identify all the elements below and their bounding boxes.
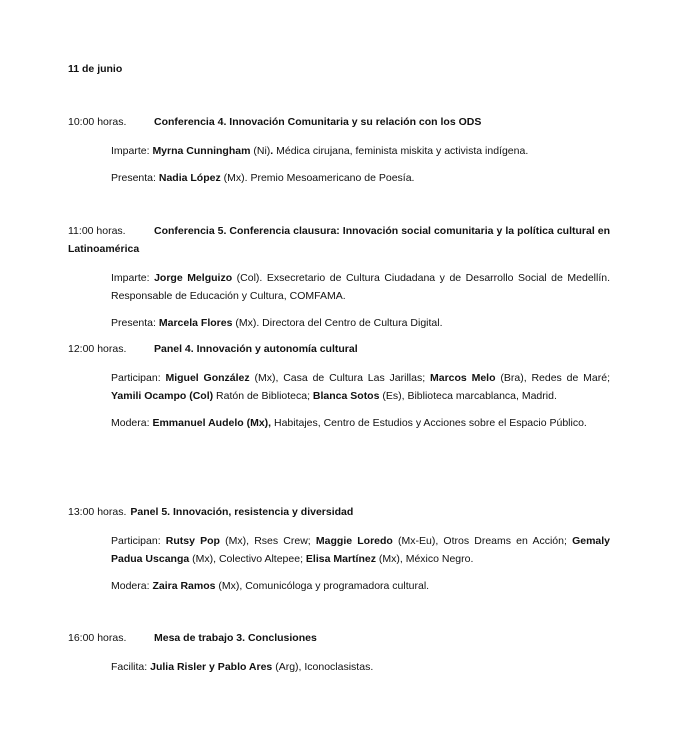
- session-panel-5: [68, 503, 610, 595]
- participant-name: Maggie Loredo: [315, 535, 393, 547]
- session-title: Panel 5. Innovación, resistencia y diversidad: [130, 506, 354, 518]
- imparte-line: [111, 269, 610, 305]
- imparte-line: [111, 142, 610, 160]
- participan-line: [111, 369, 610, 405]
- presenta-label: Presenta:: [111, 317, 156, 329]
- session-heading: [68, 503, 610, 521]
- modera-line: [111, 577, 610, 595]
- session-time: 16:00 horas.: [68, 632, 127, 644]
- presenter-name: Marcela Flores: [158, 317, 233, 329]
- modera-label: Modera:: [111, 417, 150, 429]
- presenta-line: [111, 169, 610, 187]
- participan-label: Participan:: [111, 372, 161, 384]
- modera-label: Modera:: [111, 580, 150, 592]
- participant-description: (Mx), Colectivo Altepee;: [189, 553, 306, 565]
- session-heading: [68, 222, 610, 258]
- facilitator-name: Julia Risler y Pablo Ares: [150, 661, 273, 673]
- session-heading: [68, 340, 610, 358]
- participant-description: (Es), Biblioteca marcablanca, Madrid.: [379, 390, 557, 402]
- speaker-name: Jorge Melguizo: [154, 272, 233, 284]
- session-title: Panel 4. Innovación y autonomía cultural: [154, 343, 358, 355]
- participant-name: Gemaly Padua Uscanga: [111, 535, 611, 565]
- session-heading: [68, 113, 610, 131]
- participant-description: Ratón de Biblioteca;: [213, 390, 313, 402]
- imparte-label: Imparte:: [111, 145, 150, 157]
- speaker-description: (Col). Exsecretario de Cultura Ciudadana y de Desarrollo Social de Medellín. Responsable de Educación y Cultura, COMFAMA.: [111, 272, 610, 302]
- session-mesa-de-trabajo-3: [68, 629, 610, 676]
- presenta-line: [111, 314, 610, 332]
- session-title: Conferencia 4. Innovación Comunitaria y su relación con los ODS: [154, 116, 482, 128]
- participan-label: Participan:: [111, 535, 161, 547]
- speaker-dot: .: [270, 145, 274, 157]
- session-conferencia-5: [68, 222, 610, 332]
- presenter-name: Nadia López: [158, 172, 221, 184]
- modera-line: [111, 414, 610, 432]
- participant-description: (Mx), Rses Crew;: [219, 535, 316, 547]
- presenter-description: (Mx). Directora del Centro de Cultura Digital.: [232, 317, 443, 329]
- participant-name: Blanca Sotos: [312, 390, 380, 402]
- facilitator-description: (Arg), Iconoclasistas.: [272, 661, 374, 673]
- session-heading: [68, 629, 610, 647]
- participant-name: Miguel González: [165, 372, 250, 384]
- session-time: 12:00 horas.: [68, 343, 127, 355]
- imparte-label: Imparte:: [111, 272, 150, 284]
- participant-name: Yamili Ocampo (Col): [111, 390, 214, 402]
- participant-description: (Mx-Eu), Otros Dreams en Acción;: [392, 535, 573, 547]
- participan-line: [111, 532, 610, 568]
- speaker-country: (Ni): [253, 145, 271, 157]
- session-conferencia-4: [68, 113, 610, 187]
- program-date: 11 de junio: [68, 63, 123, 75]
- moderator-name: Emmanuel Audelo (Mx),: [152, 417, 272, 429]
- presenter-description: (Mx). Premio Mesoamericano de Poesía.: [220, 172, 415, 184]
- participant-description: (Bra), Redes de Maré;: [495, 372, 610, 384]
- participant-description: (Mx), México Negro.: [375, 553, 474, 565]
- moderator-name: Zaira Ramos: [152, 580, 216, 592]
- participant-name: Elisa Martínez: [305, 553, 376, 565]
- facilita-line: [111, 658, 610, 676]
- participant-name: Marcos Melo: [429, 372, 496, 384]
- speaker-description: Médica cirujana, feminista miskita y activista indígena.: [273, 145, 529, 157]
- session-panel-4: [68, 340, 610, 432]
- moderator-description: Habitajes, Centro de Estudios y Acciones sobre el Espacio Público.: [271, 417, 587, 429]
- session-title: Mesa de trabajo 3. Conclusiones: [154, 632, 317, 644]
- participant-name: Rutsy Pop: [165, 535, 220, 547]
- speaker-name: Myrna Cunningham: [152, 145, 251, 157]
- presenta-label: Presenta:: [111, 172, 156, 184]
- participant-description: (Mx), Casa de Cultura Las Jarillas;: [249, 372, 430, 384]
- facilita-label: Facilita:: [111, 661, 148, 673]
- session-time: 10:00 horas.: [68, 116, 127, 128]
- moderator-description: (Mx), Comunicóloga y programadora cultural.: [215, 580, 430, 592]
- session-time: 11:00 horas.: [68, 225, 126, 237]
- session-time: 13:00 horas.: [68, 506, 127, 518]
- session-title: Conferencia 5. Conferencia clausura: Innovación social comunitaria y la política cultural en Latinoamérica: [68, 225, 610, 255]
